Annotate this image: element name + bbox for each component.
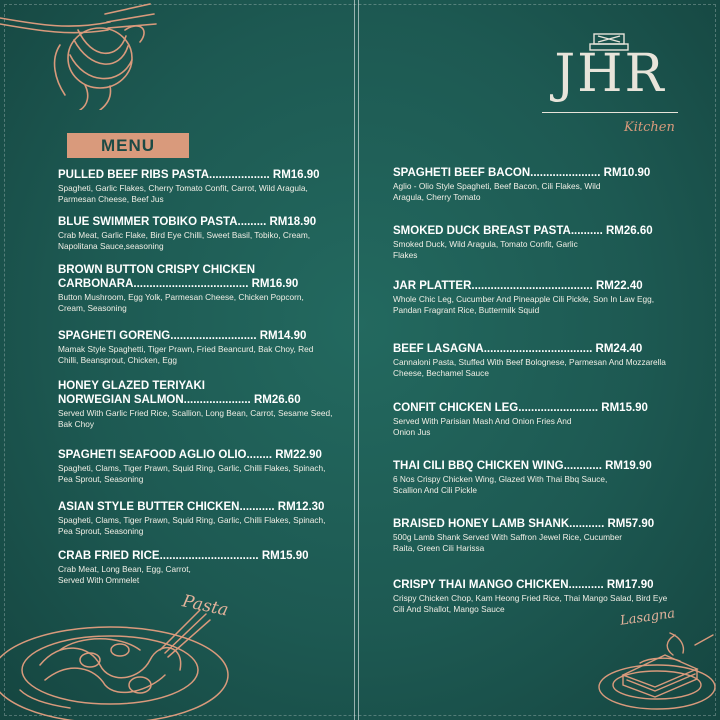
brand-name: JHR (554, 44, 666, 104)
item-title: HONEY GLAZED TERIYAKI (58, 380, 205, 392)
item-title: THAI CILI BBQ CHICKEN WING............ RM19.90 (393, 460, 652, 472)
menu-badge (67, 133, 189, 158)
menu-item (393, 342, 668, 380)
menu-label: MENU (100, 136, 156, 155)
menu-item (393, 578, 668, 616)
item-title: JAR PLATTER...................................... RM22.40 (393, 280, 643, 292)
item-title-line2: NORWEGIAN SALMON..................... RM26.60 (58, 394, 301, 406)
item-description: Served With Garlic Fried Rice, Scallion, Long Bean, Carrot, Sesame Seed, Bak Choy (58, 408, 333, 430)
item-title: BEEF LASAGNA.................................. RM24.40 (393, 343, 643, 355)
item-description: Aglio - Olio Style Spagheti, Beef Bacon, Cili Flakes, Wild Aragula, Cherry Tomato (393, 181, 601, 203)
pasta-plate-illustration (0, 590, 250, 720)
menu-item (58, 448, 333, 486)
item-description: Button Mushroom, Egg Yolk, Parmesan Cheese, Chicken Popcorn, Cream, Seasoning (58, 292, 304, 314)
menu-item (58, 263, 333, 315)
item-description: 6 Nos Crispy Chicken Wing, Glazed With Thai Bbq Sauce, Scallion And Cili Pickle (393, 474, 608, 496)
item-description: Crispy Chicken Chop, Kam Heong Fried Rice, Thai Mango Salad, Bird Eye Cili And Shallot, Mango Sauce (393, 593, 668, 615)
item-description: Spagheti, Clams, Tiger Prawn, Squid Ring, Garlic, Chilli Flakes, Spinach, Pea Sprout, Seasoning (58, 463, 326, 485)
menu-item (58, 215, 333, 253)
brand-sub: Kitchen (624, 120, 675, 135)
item-description: Spagheti, Clams, Tiger Prawn, Squid Ring, Garlic, Chilli Flakes, Spinach, Pea Sprout, Seasoning (58, 515, 326, 537)
item-title-line2: CARBONARA.................................... RM16.90 (58, 278, 299, 290)
item-description: Cannaloni Pasta, Stuffed With Beef Bolognese, Parmesan And Mozzarella Cheese, Bechamel Sauce (393, 357, 666, 379)
lasagna-illustration (595, 625, 720, 720)
menu-item (58, 168, 333, 206)
item-title: SPAGHETI SEAFOOD AGLIO OLIO........ RM22.90 (58, 449, 322, 461)
item-title: CRISPY THAI MANGO CHICKEN........... RM17.90 (393, 579, 654, 591)
item-title: BROWN BUTTON CRISPY CHICKEN (58, 264, 255, 276)
menu-item (393, 459, 668, 497)
menu-item (393, 401, 668, 439)
item-title: BRAISED HONEY LAMB SHANK........... RM57.90 (393, 518, 655, 530)
item-title: CONFIT CHICKEN LEG......................... RM15.90 (393, 402, 648, 414)
menu-item (393, 279, 668, 317)
item-description: Spagheti, Garlic Flakes, Cherry Tomato Confit, Carrot, Wild Aragula, Parmesan Cheese, Beef Jus (58, 183, 308, 205)
logo-underline (542, 112, 678, 113)
item-title: ASIAN STYLE BUTTER CHICKEN........... RM12.30 (58, 501, 325, 513)
item-title: CRAB FRIED RICE............................... RM15.90 (58, 550, 309, 562)
item-title: BLUE SWIMMER TOBIKO PASTA......... RM18.90 (58, 216, 317, 228)
item-title: SPAGHETI BEEF BACON...................... RM10.90 (393, 167, 651, 179)
menu-item (58, 379, 333, 431)
menu-item (58, 329, 333, 367)
item-description: Smoked Duck, Wild Aragula, Tomato Confit, Garlic Flakes (393, 239, 578, 261)
item-title: SPAGHETI GORENG........................... RM14.90 (58, 330, 307, 342)
item-description: Crab Meat, Garlic Flake, Bird Eye Chilli, Sweet Basil, Tobiko, Cream, Napolitana Sauce,seasoning (58, 230, 311, 252)
menu-item (58, 500, 333, 538)
menu-item (393, 166, 668, 204)
menu-item (393, 224, 668, 262)
menu-item (58, 549, 333, 587)
item-description: Whole Chic Leg, Cucumber And Pineapple Cili Pickle, Son In Law Egg, Pandan Fragrant Rice, Buttermilk Squid (393, 294, 655, 316)
lasagna-label: Lasagna (619, 606, 677, 629)
item-description: Mamak Style Spaghetti, Tiger Prawn, Fried Beancurd, Bak Choy, Red Chilli, Beansprout, Chicken, Egg (58, 344, 314, 366)
menu-item (393, 517, 668, 555)
pasta-label: Pasta (180, 591, 231, 621)
item-description: Crab Meat, Long Bean, Egg, Carrot, Served With Ommelet (58, 564, 191, 586)
center-divider (354, 0, 360, 720)
brand-logo (540, 32, 690, 142)
item-title: SMOKED DUCK BREAST PASTA.......... RM26.60 (393, 225, 653, 237)
fork-pasta-illustration (0, 0, 175, 110)
item-description: Served With Parisian Mash And Onion Fries And Onion Jus (393, 416, 572, 438)
item-title: PULLED BEEF RIBS PASTA................... RM16.90 (58, 169, 320, 181)
item-description: 500g Lamb Shank Served With Saffron Jewel Rice, Cucumber Raita, Green Cili Harissa (393, 532, 623, 554)
